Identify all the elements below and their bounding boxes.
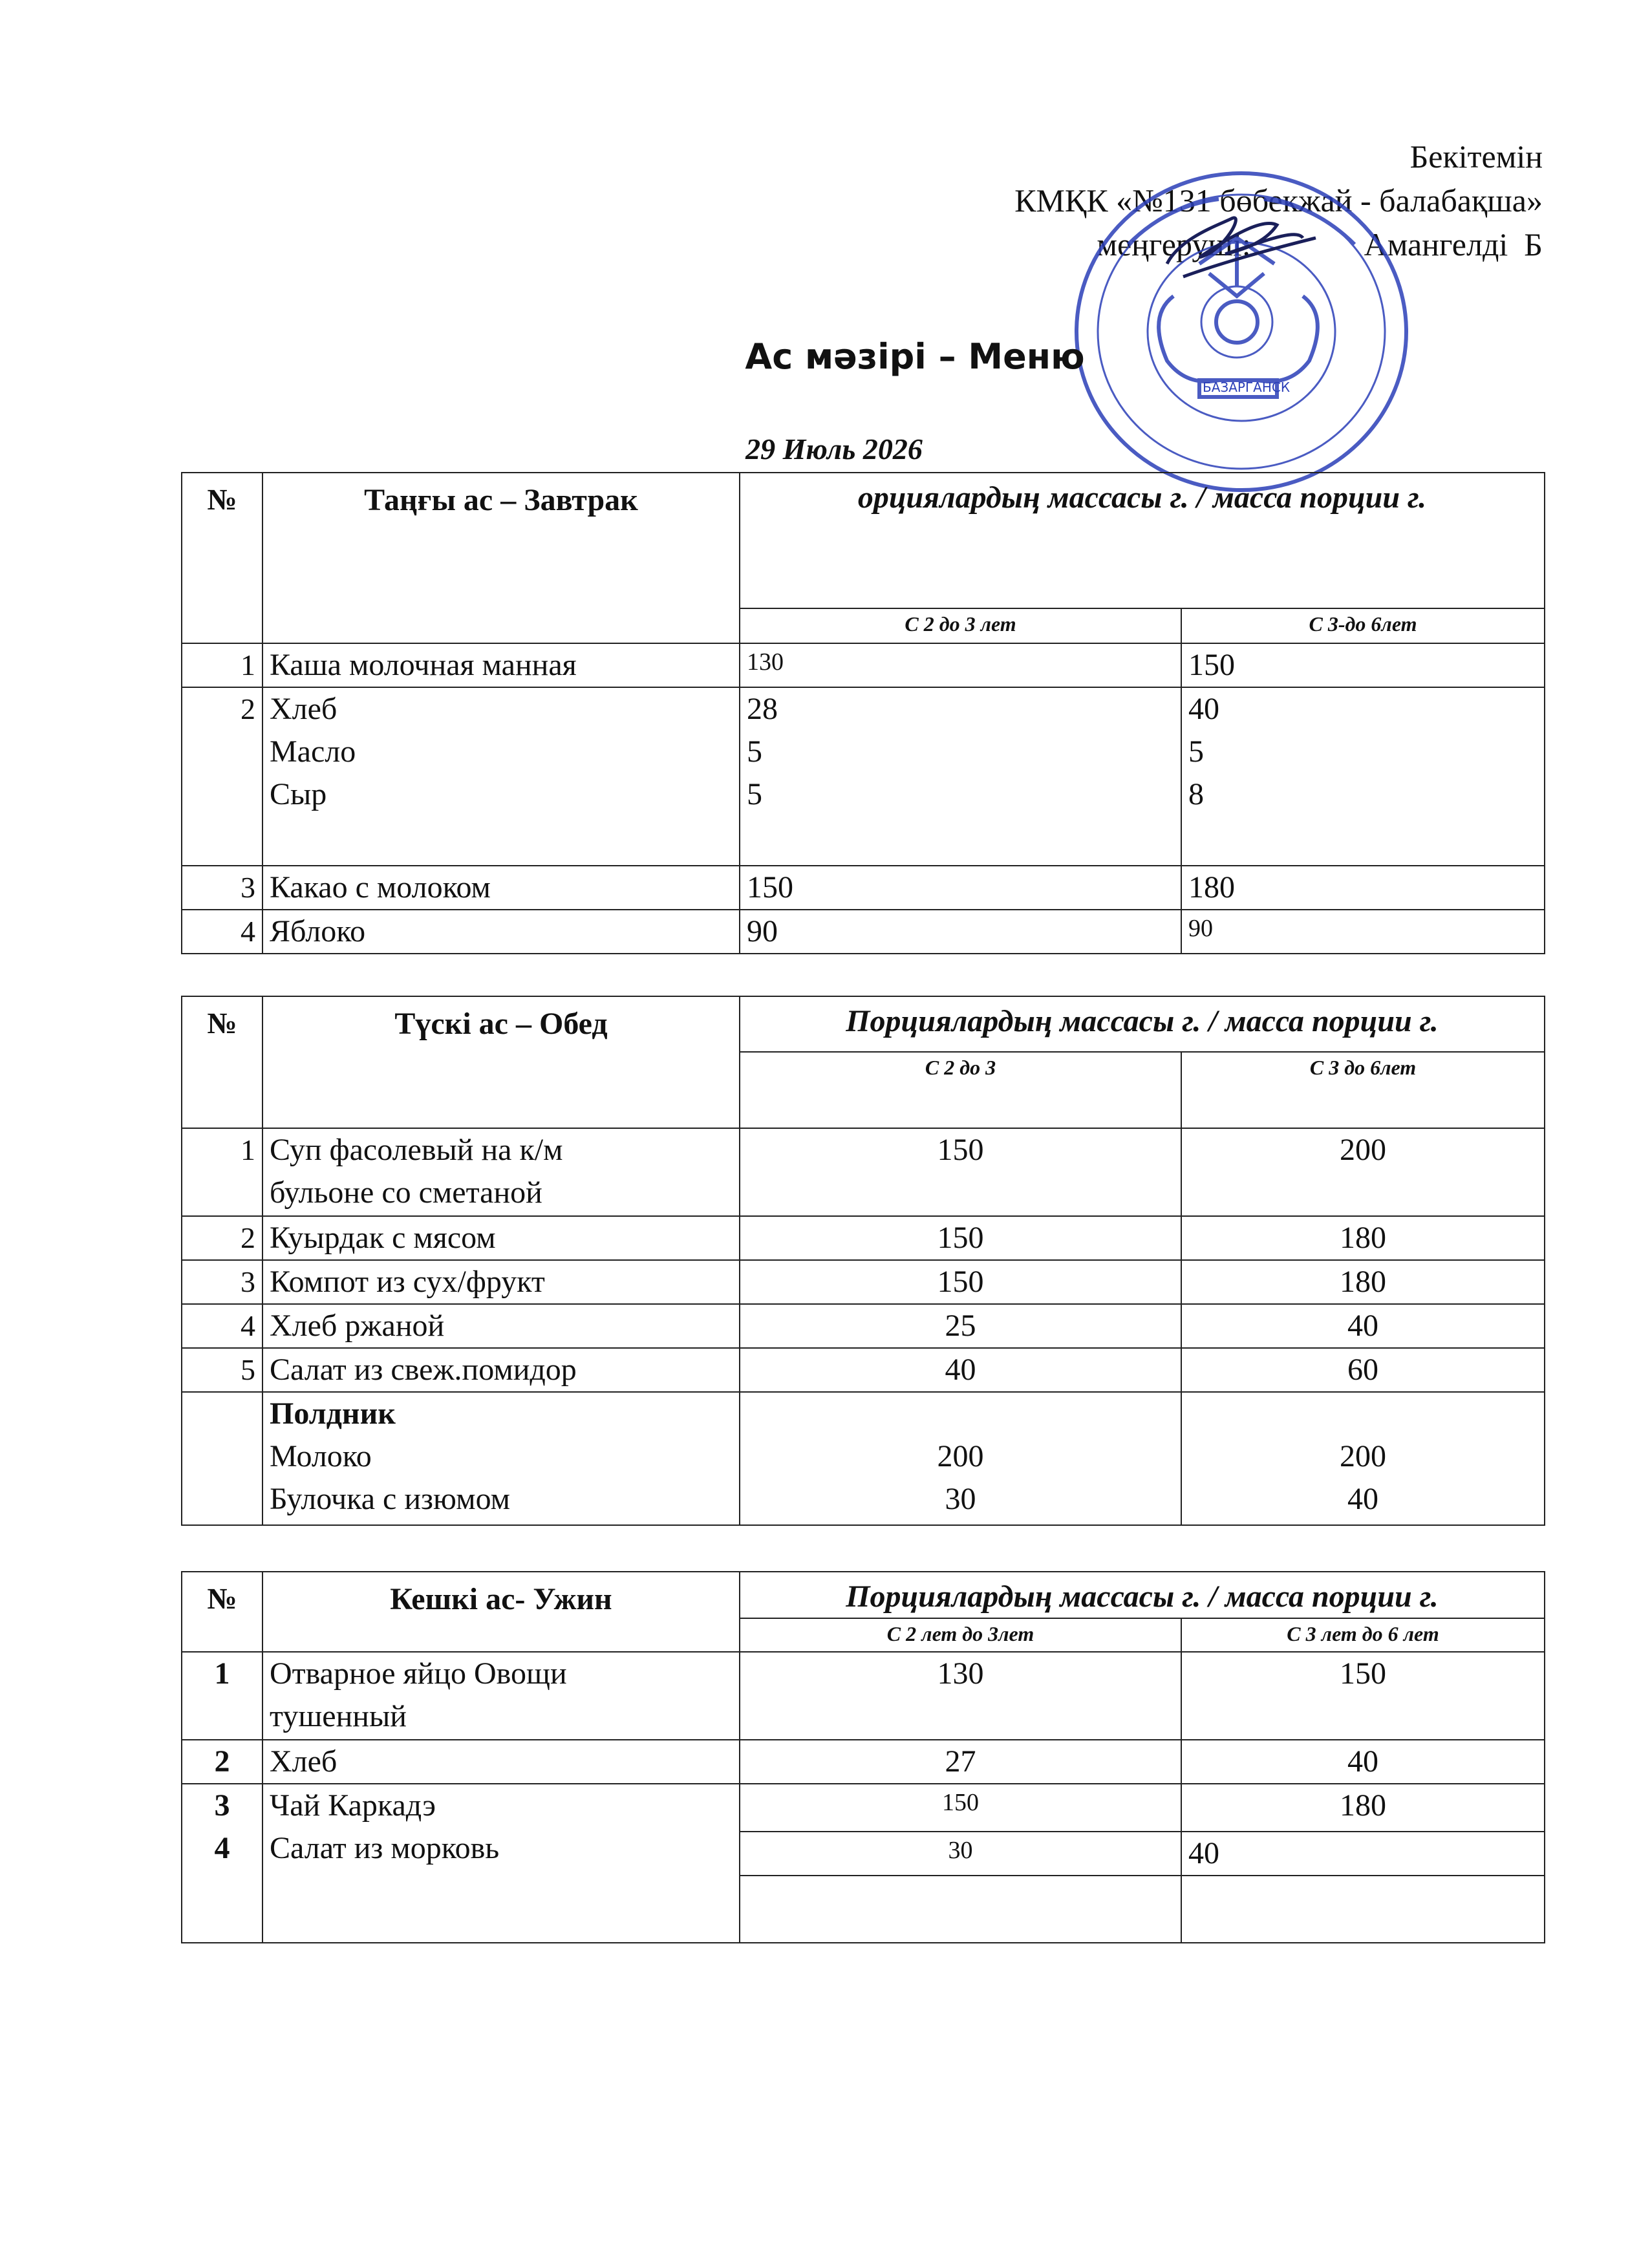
snack-row — [182, 1392, 1545, 1525]
dish-name: Салат из морковь — [270, 1831, 500, 1865]
row-number: 2 — [182, 1216, 262, 1260]
row-number: 1 — [182, 643, 262, 687]
table-row — [182, 1652, 1545, 1740]
dinner-table — [181, 1571, 1545, 1943]
table-row — [182, 1216, 1545, 1260]
portion-value: 28 — [747, 692, 778, 726]
dish-list — [262, 1652, 740, 1740]
document-title: Ас мәзірі – Меню — [745, 336, 1085, 377]
stamp-text: БАЗАРГАНСК — [1203, 380, 1291, 395]
dish-name: Хлеб — [262, 1740, 740, 1784]
portion-2-3: 130 — [740, 1652, 1181, 1740]
menu-date: 29 Июль 2026 — [745, 433, 923, 465]
row-number: 5 — [182, 1348, 262, 1392]
row-number: 2 — [182, 687, 262, 866]
table-row — [182, 1304, 1545, 1348]
row-number: 1 — [182, 1128, 262, 1216]
row-number: 3 — [214, 1788, 230, 1823]
empty-cell — [1181, 1876, 1545, 1943]
dish-name: Молоко — [270, 1439, 372, 1473]
dish-list — [262, 1128, 740, 1216]
portion-2-3: 150 — [740, 1216, 1181, 1260]
portion-value: 8 — [1188, 777, 1204, 811]
portion-value: 200 — [937, 1439, 984, 1473]
portion-value: 40 — [1347, 1482, 1378, 1516]
portion-2-3: 30 — [740, 1832, 1181, 1876]
breakfast-header-number: № — [182, 473, 262, 643]
portion-3-6: 180 — [1181, 1216, 1545, 1260]
table-row — [182, 687, 1545, 866]
dish-name: Чай Каркадэ — [270, 1788, 436, 1823]
portion-2-3: 150 — [740, 1128, 1181, 1216]
portion-3-6: 200 — [1181, 1128, 1545, 1216]
portion-3-6: 40 — [1181, 1740, 1545, 1784]
portion-3-6-list — [1181, 687, 1545, 866]
table-row — [182, 643, 1545, 687]
portion-3-6: 180 — [1181, 1784, 1545, 1832]
dish-list — [262, 1784, 740, 1943]
row-number: 4 — [182, 1304, 262, 1348]
table-row — [182, 1260, 1545, 1304]
portion-value: 5 — [747, 777, 762, 811]
portion-value: 30 — [945, 1482, 976, 1516]
dish-name: Каша молочная манная — [262, 643, 740, 687]
row-number: 2 — [182, 1740, 262, 1784]
portion-value: 5 — [747, 734, 762, 769]
lunch-header-meal: Түскі ас – Обед — [262, 996, 740, 1128]
portion-3-6: 180 — [1181, 1260, 1545, 1304]
portion-value: 5 — [1188, 734, 1204, 769]
approval-line-2: КМҚК «№131 бөбекжай - балабақша» — [1014, 182, 1543, 219]
portion-2-3: 150 — [740, 1260, 1181, 1304]
dish-name: Масло — [270, 734, 356, 769]
portion-3-6: 150 — [1181, 643, 1545, 687]
portion-2-3: 150 — [740, 866, 1181, 910]
breakfast-header-meal: Таңғы ас – Завтрак — [262, 473, 740, 643]
dish-name: Хлеб ржаной — [262, 1304, 740, 1348]
table-row — [182, 1348, 1545, 1392]
portion-2-3-list — [740, 687, 1181, 866]
dish-name: Хлеб — [270, 692, 338, 726]
approval-line-3: меңгерушi: Амангелді Б — [1097, 226, 1543, 262]
lunch-header-age-3-6: С 3 до 6лет — [1181, 1052, 1545, 1128]
breakfast-header-age-3-6: С 3-до 6лет — [1181, 608, 1545, 643]
portion-value: 200 — [1340, 1439, 1386, 1473]
dish-name: тушенный — [270, 1699, 407, 1733]
lunch-header-number: № — [182, 996, 262, 1128]
table-row — [182, 1740, 1545, 1784]
row-number: 3 — [182, 866, 262, 910]
table-row — [182, 1784, 1545, 1832]
dinner-header-age-2-3: С 2 лет до 3лет — [740, 1618, 1181, 1652]
dish-name: Яблоко — [262, 910, 740, 954]
snack-portion-3-6 — [1181, 1392, 1545, 1525]
lunch-table — [181, 996, 1545, 1526]
row-number: 3 — [182, 1260, 262, 1304]
dish-name: Отварное яйцо Овощи — [270, 1656, 567, 1691]
dish-list — [262, 687, 740, 866]
approval-line-1: Бекітемін — [1409, 138, 1543, 175]
row-number: 4 — [182, 910, 262, 954]
snack-title: Полдник — [270, 1396, 396, 1431]
empty-cell — [740, 1876, 1181, 1943]
dish-name: Булочка с изюмом — [270, 1482, 511, 1516]
breakfast-header-mass: орциялардың массасы г. / масса порции г. — [740, 473, 1545, 608]
portion-value: 40 — [1188, 692, 1219, 726]
lunch-header-age-2-3: С 2 до 3 — [740, 1052, 1181, 1128]
portion-2-3: 40 — [740, 1348, 1181, 1392]
portion-3-6: 60 — [1181, 1348, 1545, 1392]
table-row — [182, 910, 1545, 954]
snack-dishes — [262, 1392, 740, 1525]
portion-3-6: 150 — [1181, 1652, 1545, 1740]
portion-3-6: 180 — [1181, 866, 1545, 910]
dinner-header-number: № — [182, 1572, 262, 1652]
breakfast-header-age-2-3: С 2 до 3 лет — [740, 608, 1181, 643]
row-number: 1 — [182, 1652, 262, 1740]
row-number-empty — [182, 1392, 262, 1525]
portion-2-3: 130 — [740, 643, 1181, 687]
table-row — [182, 1128, 1545, 1216]
breakfast-table — [181, 472, 1545, 954]
dish-name: Салат из свеж.помидор — [262, 1348, 740, 1392]
portion-2-3: 90 — [740, 910, 1181, 954]
portion-2-3: 150 — [740, 1784, 1181, 1832]
dish-name: бульоне со сметаной — [270, 1175, 542, 1210]
portion-3-6: 90 — [1181, 910, 1545, 954]
dinner-header-mass: Порциялардың массасы г. / масса порции г. — [740, 1572, 1545, 1618]
portion-2-3: 25 — [740, 1304, 1181, 1348]
table-row — [182, 866, 1545, 910]
portion-3-6: 40 — [1181, 1304, 1545, 1348]
portion-3-6: 40 — [1181, 1832, 1545, 1876]
dish-name: Сыр — [270, 777, 327, 811]
row-number: 4 — [214, 1831, 230, 1865]
dish-name: Куырдак с мясом — [262, 1216, 740, 1260]
portion-2-3: 27 — [740, 1740, 1181, 1784]
dish-name: Какао с молоком — [262, 866, 740, 910]
dinner-header-age-3-6: С 3 лет до 6 лет — [1181, 1618, 1545, 1652]
snack-portion-2-3 — [740, 1392, 1181, 1525]
dinner-header-meal: Кешкі ас- Ужин — [262, 1572, 740, 1652]
dish-name: Суп фасолевый на к/м — [270, 1133, 563, 1167]
dish-name: Компот из сух/фрукт — [262, 1260, 740, 1304]
row-numbers — [182, 1784, 262, 1943]
lunch-header-mass: Порциялардың массасы г. / масса порции г. — [740, 996, 1545, 1052]
